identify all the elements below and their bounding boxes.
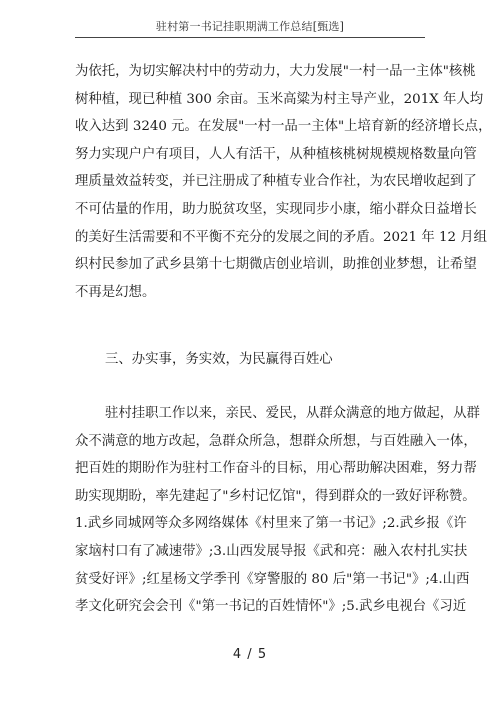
paragraph-line: 的美好生活需要和不平衡不充分的发展之间的矛盾。2021 年 12 月组 [75, 229, 488, 245]
paragraph-line: 1.武乡同城网等众多网络媒体《村里来了第一书记》;2.武乡报《许 [75, 516, 467, 532]
paragraph-line: 助实现期盼，率先建起了"乡村记忆馆"，得到群众的一致好评称赞。 [75, 488, 476, 504]
paragraph-line: 众不满意的地方改起，急群众所急，想群众所想，与百姓融入一体， [75, 433, 477, 449]
paragraph-line: 孝文化研究会会刊《"第一书记的百姓情怀"》;5.武乡电视台《习近 [75, 599, 467, 615]
paragraph-line: 理质量效益转变，并已注册成了种植专业合作社，为农民增收起到了 [75, 174, 477, 190]
paragraph-line: 家垴村口有了减速带》;3.山西发展导报《武和亮：融入农村扎实扶 [75, 543, 468, 559]
section-heading: 三、办实事，务实效，为民赢得百姓心 [105, 352, 333, 367]
header-divider [75, 37, 425, 38]
paragraph-line: 树种植，现已种植 300 余亩。玉米高粱为村主导产业，201X 年人均 [75, 91, 484, 107]
paragraph-1 [75, 58, 492, 306]
paragraph-line: 为依托，为切实解决村中的劳动力，大力发展"一村一品一主体"核桃 [75, 64, 476, 79]
page-number: 4 / 5 [232, 647, 268, 662]
paragraph-line: 努力实现户户有项目，人人有活干，从种植核桃树规模规格数量向管 [75, 146, 477, 162]
paragraph-line: 把百姓的期盼作为驻村工作奋斗的目标，用心帮助解决困难，努力帮 [75, 461, 477, 477]
paragraph-line: 不可估量的作用，助力脱贫攻坚，实现同步小康，缩小群众日益增长 [75, 201, 477, 217]
paragraph-2 [75, 400, 480, 621]
paragraph-line: 织村民参加了武乡县第十七期微店创业培训，助推创业梦想，让希望 [75, 257, 477, 273]
paragraph-line: 贫受好评》;红星杨文学季刊《穿警服的 80 后"第一书记"》;4.山西 [75, 571, 470, 587]
paragraph-line: 收入达到 3240 元。在发展"一村一品一主体"上培育新的经济增长点， [75, 119, 492, 135]
page-header-title: 驻村第一书记挂职期满工作总结[甄选] [155, 20, 345, 33]
paragraph-line: 不再是幻想。 [75, 284, 156, 300]
paragraph-line: 驻村挂职工作以来，亲民、爱民，从群众满意的地方做起，从群 [105, 406, 480, 421]
